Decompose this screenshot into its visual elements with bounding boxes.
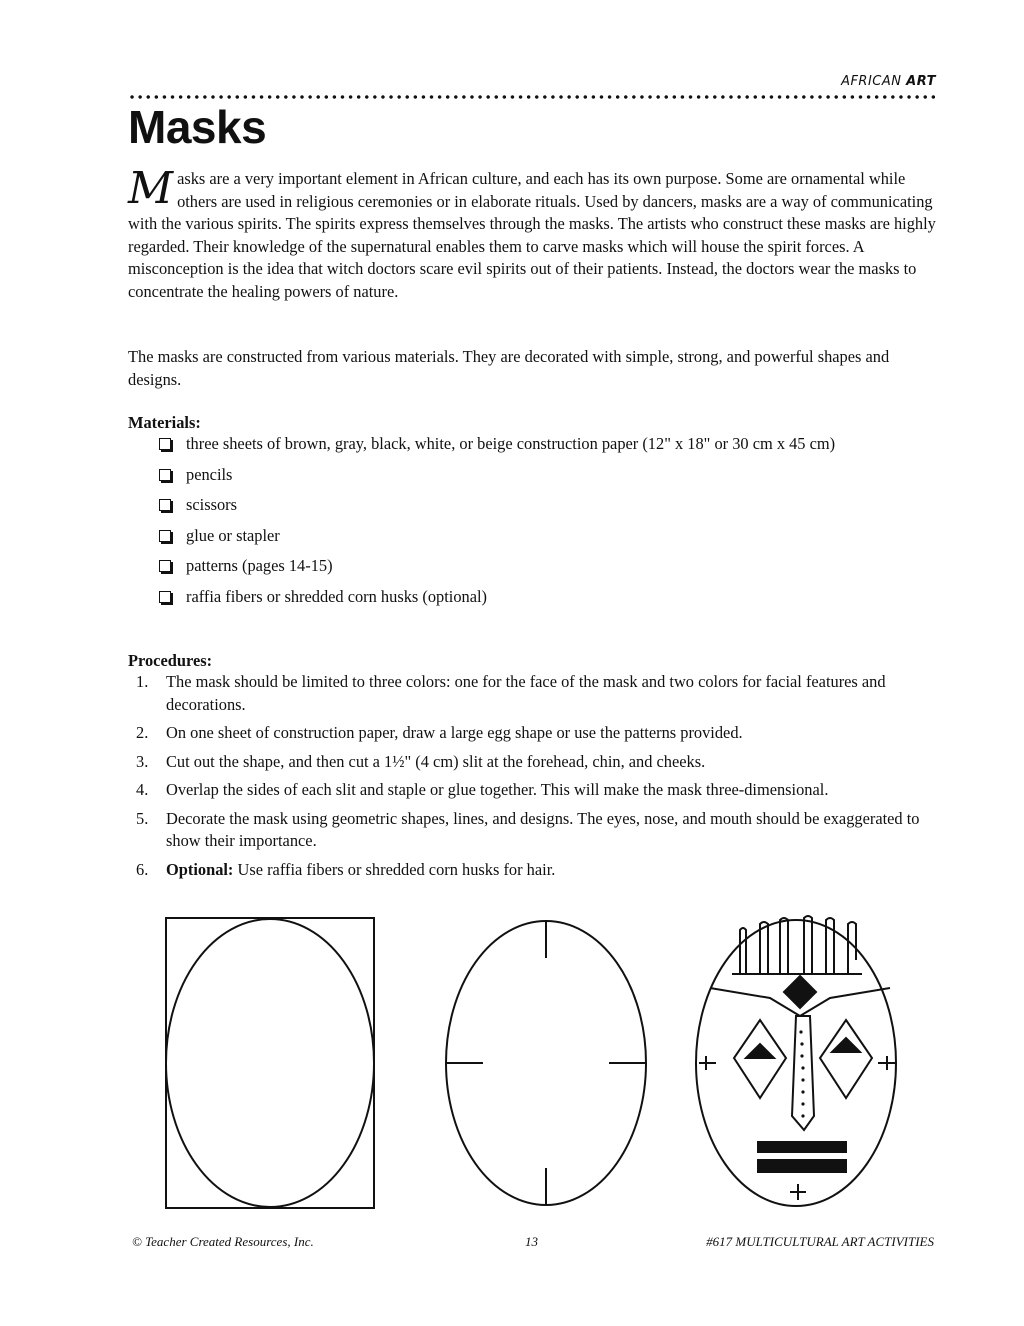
- egg-outline: [166, 919, 374, 1207]
- intro-text: asks are a very important element in African culture, and each has its own purpose. Some are ornamental while others are used in religious ceremonies or in elaborate rituals. Used by dancers, masks are a way of communicating with the various spirits. The spirits express themselves through the masks. The artists who construct these masks are highly regarded. Their knowledge of the supernatural enables them to carve masks which will house the spirit forces. A misconception is the idea that witch doctors scare evil spirits out of their patients. Instead, the doctors wear the masks to concentrate the healing powers of nature.: [128, 169, 936, 301]
- procedure-step: [128, 808, 928, 853]
- step-number: 1.: [136, 672, 149, 691]
- forehead-diamond: [784, 976, 816, 1008]
- procedure-step: [128, 722, 928, 745]
- footer-book-title: #617 MULTICULTURAL ART ACTIVITIES: [706, 1234, 934, 1249]
- step-text: Use raffia fibers or shredded corn husks for hair.: [233, 859, 556, 879]
- list-item: [158, 462, 898, 488]
- procedure-step: [128, 751, 928, 774]
- procedure-step: [128, 671, 928, 716]
- list-item: [158, 492, 898, 518]
- step-number: 2.: [136, 723, 149, 742]
- checkbox-icon: [159, 591, 171, 603]
- materials-list: [158, 431, 898, 614]
- left-eye: [734, 1020, 786, 1098]
- step-text: Overlap the sides of each slit and staple or glue together. This will make the mask three-dimensional.: [166, 780, 829, 799]
- materials-paragraph: The masks are constructed from various materials. They are decorated with simple, strong, and powerful shapes and designs.: [128, 347, 890, 389]
- step-text: Cut out the shape, and then cut a 1½" (4 cm) slit at the forehead, chin, and cheeks.: [166, 751, 706, 771]
- checkbox-icon: [159, 438, 171, 450]
- step-bold-label: Optional:: [166, 859, 234, 879]
- materials-heading: Materials:: [128, 413, 201, 432]
- mask-diagrams: [150, 912, 940, 1222]
- checkbox-icon: [159, 469, 171, 481]
- list-item-text: pencils: [186, 464, 233, 484]
- page-title: Masks: [128, 101, 267, 153]
- list-item-text: three sheets of brown, gray, black, white, or beige construction paper (12" x 18" or 30 cm x 45 cm): [186, 434, 836, 453]
- section-tag-bold: ART: [906, 74, 936, 89]
- footer-copyright: © Teacher Created Resources, Inc.: [132, 1234, 314, 1249]
- procedure-step: [128, 859, 928, 882]
- section-tag: [841, 74, 936, 89]
- step-number: 5.: [136, 808, 149, 828]
- step-number: 6.: [136, 859, 149, 879]
- nose: [792, 1016, 814, 1130]
- list-item: [158, 523, 898, 549]
- step-text: On one sheet of construction paper, draw a large egg shape or use the patterns provided.: [166, 723, 743, 742]
- checkbox-icon: [159, 530, 171, 542]
- procedures-list: [128, 671, 928, 887]
- list-item-text: raffia fibers or shredded corn husks (optional): [186, 586, 488, 606]
- step-text: Decorate the mask using geometric shapes, lines, and designs. The eyes, nose, and mouth should be exaggerated to show their importance.: [166, 808, 920, 850]
- list-item-text: glue or stapler: [186, 525, 280, 545]
- footer-page-number: 13: [525, 1234, 538, 1249]
- list-item: [158, 431, 898, 457]
- diagram-slits: [446, 921, 646, 1205]
- checkbox-icon: [159, 560, 171, 572]
- list-item-text: scissors: [186, 495, 237, 514]
- step-text: The mask should be limited to three colors: one for the face of the mask and two colors for facial features and decorations.: [166, 672, 886, 714]
- procedures-heading: Procedures:: [128, 651, 213, 670]
- mouth-bar-top: [758, 1142, 846, 1152]
- diagram-decorated-mask: [696, 916, 896, 1206]
- list-item: [158, 553, 898, 579]
- checkbox-icon: [159, 499, 171, 511]
- intro-paragraph: [128, 163, 936, 304]
- mouth-bar-bottom: [758, 1160, 846, 1172]
- list-item-text: patterns (pages 14-15): [186, 556, 333, 575]
- drop-cap: M: [128, 163, 174, 214]
- step-number: 4.: [136, 780, 149, 799]
- diagram-rectangle-egg: [166, 918, 374, 1208]
- section-tag-light: AFRICAN: [841, 74, 907, 89]
- procedure-step: [128, 779, 928, 802]
- list-item: [158, 584, 898, 610]
- step-number: 3.: [136, 751, 149, 771]
- forehead-bars: [732, 916, 862, 974]
- right-eye: [820, 1020, 872, 1098]
